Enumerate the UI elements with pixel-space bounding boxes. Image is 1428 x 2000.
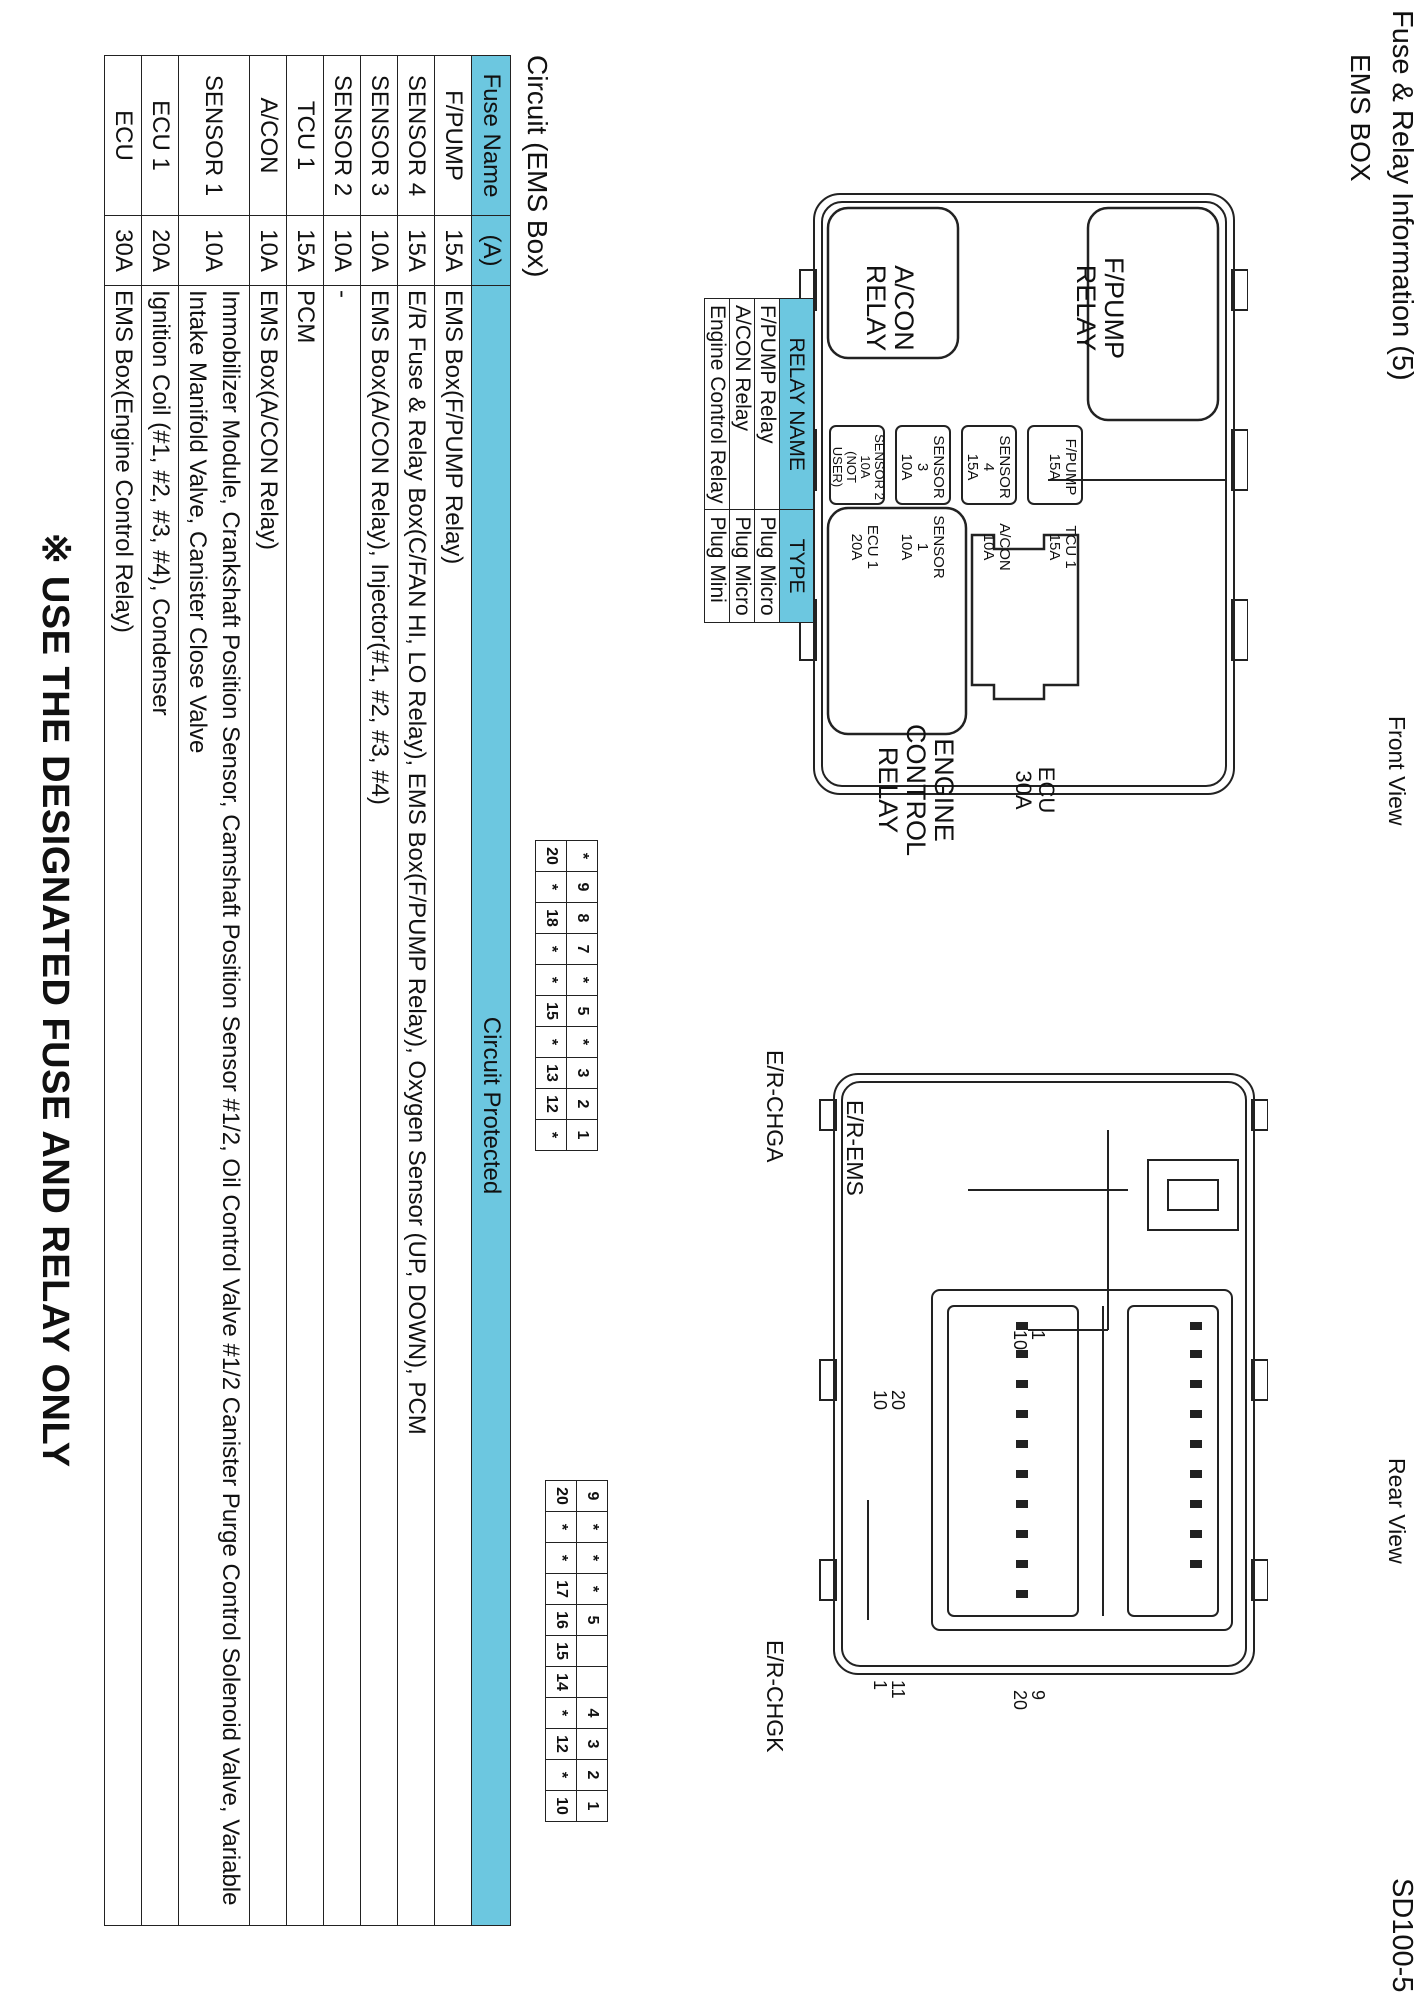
fuse-name: A/CON <box>250 56 287 216</box>
relay-type: Plug Micro <box>730 510 755 622</box>
table-row <box>105 56 142 1926</box>
connector-ems-label: E/R-EMS <box>842 1100 868 1196</box>
fuse-amp: 10A <box>361 216 398 286</box>
table-row <box>142 56 179 1926</box>
fuse-acon-name: A/CON <box>996 523 1013 571</box>
chga-pin: * <box>567 1027 598 1058</box>
chgk-pin: 3 <box>577 1729 608 1760</box>
fuse-sensor2-note: (NOT USER) <box>830 446 859 488</box>
fuse-tcu1-amp: 15A <box>1046 533 1063 561</box>
fuse-table <box>104 55 511 1926</box>
ecu-fuse-line1: ECU <box>1034 766 1059 814</box>
rear-pin-1: 1 <box>1028 1330 1048 1341</box>
fuse-circuit: PCM <box>287 286 324 1926</box>
table-row <box>324 56 361 1926</box>
fuse-amp: 15A <box>287 216 324 286</box>
chgk-pin: * <box>577 1543 608 1574</box>
fpump-relay-label <box>1072 218 1128 398</box>
chgk-pin: 14 <box>546 1667 577 1698</box>
front-view-label: Front View <box>1384 716 1410 826</box>
fuse-amp: 15A <box>435 216 472 286</box>
chga-pin: 12 <box>536 1089 567 1120</box>
relay-type: Plug Mini <box>705 510 730 622</box>
connector-chga-label: E/R-CHGA <box>762 1050 788 1163</box>
chgk-pin: * <box>577 1512 608 1543</box>
fuse-circuit: EMS Box(A/CON Relay), Injector(#1, #2, #3, #4) <box>361 286 398 1926</box>
chga-pin: 3 <box>567 1058 598 1089</box>
chga-pin: 5 <box>567 996 598 1027</box>
relay-name: A/CON Relay <box>730 299 755 510</box>
chga-pin: 8 <box>567 903 598 934</box>
fuse-sensor1-amp: 10A <box>898 533 915 561</box>
fuse-circuit: Immobilizer Module, Crankshaft Position Sensor, Camshaft Position Sensor #1/2, Oil Control Valve #1/2 Canister Purge Control Solenoid Valve, Variable Intake Manifold Valve, Canister Close Valve <box>179 286 250 1926</box>
fuse-tcu1-name: TCU 1 <box>1062 525 1079 569</box>
fuse-name: SENSOR 2 <box>324 56 361 216</box>
fuse-sensor1-name: SENSOR 1 <box>914 515 947 579</box>
fuse-name: F/PUMP <box>435 56 472 216</box>
chgk-pin: 10 <box>546 1791 577 1822</box>
chga-pin: * <box>536 1120 567 1151</box>
fuse-amp: 10A <box>250 216 287 286</box>
table-row <box>250 56 287 1926</box>
table-row <box>435 56 472 1926</box>
fuse-sensor2-amp: 10A <box>858 455 873 479</box>
fuse-fpump <box>1046 432 1078 502</box>
fuse-name: ECU 1 <box>142 56 179 216</box>
fuse-circuit: E/R Fuse & Relay Box(C/FAN HI, LO Relay), EMS Box(F/PUMP Relay), Oxygen Sensor (UP, DOWN), PCM <box>398 286 435 1926</box>
fuse-ecu1-name: ECU 1 <box>864 524 881 570</box>
fuse-sensor4 <box>964 432 1012 502</box>
fuse-header-amp: (A) <box>472 216 511 286</box>
ecu-fuse-line2: 30A <box>1011 770 1036 810</box>
chga-pin: 1 <box>567 1120 598 1151</box>
rear-pin-20b: 20 <box>888 1390 908 1411</box>
fpump-relay-line1: F/PUMP <box>1099 256 1129 359</box>
chgk-pin: 12 <box>546 1729 577 1760</box>
table-row <box>398 56 435 1926</box>
table-row <box>179 56 250 1926</box>
fuse-amp: 15A <box>398 216 435 286</box>
page-title: Fuse & Relay Information (5) <box>1386 10 1418 381</box>
table-row <box>755 299 780 623</box>
rear-pin-10b: 10 <box>870 1390 890 1411</box>
fuse-circuit: EMS Box(A/CON Relay) <box>250 286 287 1926</box>
fuse-sensor4-name: SENSOR 4 <box>980 435 1013 499</box>
fuse-header-name: Fuse Name <box>472 56 511 216</box>
chgk-pin: 9 <box>577 1481 608 1512</box>
chga-pin-grid <box>535 840 598 1151</box>
chgk-pin: * <box>546 1698 577 1729</box>
relay-name: F/PUMP Relay <box>755 299 780 510</box>
fuse-table-caption: Circuit (EMS Box) <box>522 55 553 278</box>
connector-chgk-label: E/R-CHGK <box>762 1640 788 1753</box>
relay-type: Plug Micro <box>755 510 780 622</box>
engine-relay-label <box>874 700 958 880</box>
fuse-sensor4-amp: 15A <box>964 453 981 481</box>
chgk-pin: 16 <box>546 1605 577 1636</box>
fuse-name: TCU 1 <box>287 56 324 216</box>
rear-pin-1b: 1 <box>870 1680 890 1691</box>
fuse-sensor2-name: SENSOR 2 <box>872 434 887 500</box>
chgk-pin: * <box>546 1512 577 1543</box>
designated-notice: ※ USE THE DESIGNATED FUSE AND RELAY ONLY <box>34 532 76 1468</box>
chga-pin: 15 <box>536 996 567 1027</box>
fuse-sensor3 <box>898 432 946 502</box>
fuse-fpump-name: F/PUMP <box>1062 438 1079 496</box>
chgk-pin: 17 <box>546 1574 577 1605</box>
ecu-fuse-label <box>1012 730 1058 850</box>
fuse-circuit: EMS Box(Engine Control Relay) <box>105 286 142 1926</box>
chgk-pin: * <box>546 1543 577 1574</box>
chgk-pin <box>577 1636 608 1667</box>
engine-relay-line3: RELAY <box>873 746 903 834</box>
chga-pin: 18 <box>536 903 567 934</box>
chgk-pin: 20 <box>546 1481 577 1512</box>
chga-pin: 13 <box>536 1058 567 1089</box>
fuse-sensor3-amp: 10A <box>898 453 915 481</box>
ems-box-rear <box>818 1060 1268 1700</box>
engine-relay-line2: CONTROL <box>901 723 931 856</box>
fuse-tcu1 <box>1046 512 1078 582</box>
chgk-pin <box>577 1667 608 1698</box>
relay-header-name: RELAY NAME <box>780 299 814 510</box>
section-title: EMS BOX <box>1345 54 1376 182</box>
chgk-pin: 15 <box>546 1636 577 1667</box>
relay-table <box>704 298 814 623</box>
fuse-circuit: - <box>324 286 361 1926</box>
fuse-ecu1 <box>848 512 880 582</box>
fuse-name: SENSOR 3 <box>361 56 398 216</box>
acon-relay-line1: A/CON <box>889 265 919 351</box>
chga-pin: * <box>536 1027 567 1058</box>
fuse-circuit: Ignition Coil (#1, #2, #3, #4), Condenser <box>142 286 179 1926</box>
fuse-amp: 10A <box>324 216 361 286</box>
chga-pin: 9 <box>567 872 598 903</box>
chga-pin: * <box>536 872 567 903</box>
fuse-acon-amp: 10A <box>980 533 997 561</box>
fuse-acon <box>980 512 1012 582</box>
fuse-amp: 20A <box>142 216 179 286</box>
chgk-pin: 2 <box>577 1760 608 1791</box>
chga-pin: 7 <box>567 934 598 965</box>
chga-pin: * <box>567 841 598 872</box>
fuse-fpump-amp: 15A <box>1046 453 1063 481</box>
relay-header-type: TYPE <box>780 510 814 622</box>
rear-pin-20: 20 <box>1010 1690 1030 1711</box>
fuse-ecu1-amp: 20A <box>848 533 865 561</box>
chga-pin: 2 <box>567 1089 598 1120</box>
rear-pin-9: 9 <box>1028 1690 1048 1701</box>
chgk-pin-grid <box>545 1480 608 1822</box>
chgk-pin: * <box>546 1760 577 1791</box>
rear-view-label: Rear View <box>1384 1458 1410 1564</box>
fuse-sensor3-name: SENSOR 3 <box>914 435 947 499</box>
chga-pin: * <box>536 934 567 965</box>
fpump-relay-line2: RELAY <box>1071 264 1101 352</box>
fuse-name: SENSOR 1 <box>179 56 250 216</box>
fuse-circuit: EMS Box(F/PUMP Relay) <box>435 286 472 1926</box>
chgk-pin: 1 <box>577 1791 608 1822</box>
table-row <box>287 56 324 1926</box>
rear-pin-10: 10 <box>1010 1330 1030 1351</box>
chgk-pin: 5 <box>577 1605 608 1636</box>
fuse-sensor2 <box>830 432 886 502</box>
fuse-sensor1 <box>898 512 946 582</box>
acon-relay-label <box>862 218 918 398</box>
chgk-pin: 4 <box>577 1698 608 1729</box>
fuse-amp: 10A <box>179 216 250 286</box>
fuse-amp: 30A <box>105 216 142 286</box>
page-code: SD100-5 <box>1386 1878 1418 1993</box>
table-row <box>361 56 398 1926</box>
relay-name: Engine Control Relay <box>705 299 730 510</box>
engine-relay-line1: ENGINE <box>929 738 959 842</box>
chga-pin: * <box>536 965 567 996</box>
fuse-name: SENSOR 4 <box>398 56 435 216</box>
rear-pin-11: 11 <box>888 1680 908 1699</box>
fuse-header-circuit: Circuit Protected <box>472 286 511 1926</box>
chga-pin: 20 <box>536 841 567 872</box>
acon-relay-line2: RELAY <box>861 264 891 352</box>
fuse-name: ECU <box>105 56 142 216</box>
chga-pin: * <box>567 965 598 996</box>
table-row <box>730 299 755 623</box>
table-row <box>705 299 730 623</box>
chgk-pin: * <box>577 1574 608 1605</box>
